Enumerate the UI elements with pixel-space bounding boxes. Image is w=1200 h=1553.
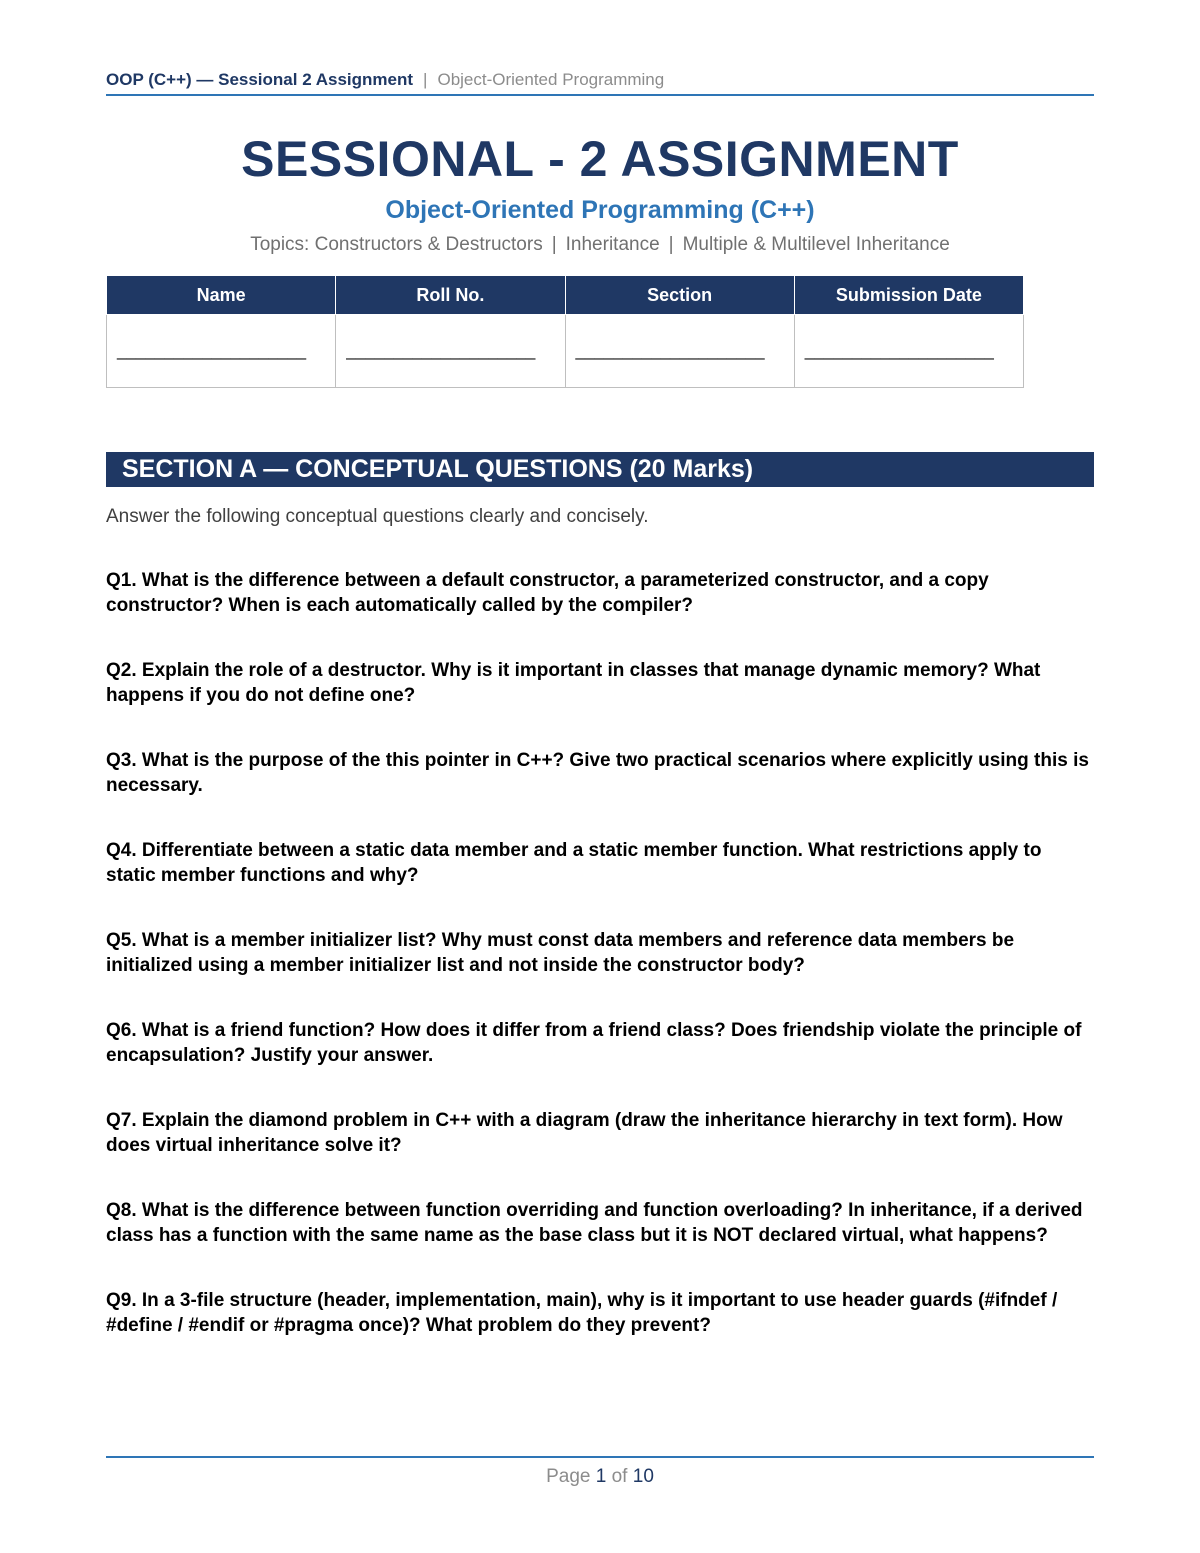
question-item: Q8. What is the difference between function overriding and function overloading? In inheritance, if a derived class has a function with the same name as the base class but it is NOT declared virtual, what happens? xyxy=(106,1200,1083,1246)
header-subject: Object-Oriented Programming xyxy=(437,70,665,89)
name-column-header: Name xyxy=(107,276,336,315)
page-header xyxy=(106,68,1094,96)
section-blank-field: ____________________ xyxy=(565,315,794,388)
submission-date-blank-field: ____________________ xyxy=(794,315,1023,388)
topic-separator: | xyxy=(551,234,557,255)
section-a-heading: SECTION A — CONCEPTUAL QUESTIONS (20 Marks) xyxy=(106,452,1094,487)
current-page-number: 1 xyxy=(595,1466,607,1487)
total-page-count: 10 xyxy=(632,1466,654,1487)
question-item: Q3. What is the purpose of the this pointer in C++? Give two practical scenarios where explicitly using this is necessary. xyxy=(106,750,1089,796)
topic-item: Inheritance xyxy=(565,234,660,255)
student-info-table xyxy=(106,275,1024,388)
question-item: Q1. What is the difference between a default constructor, a parameterized constructor, and a copy constructor? When is each automatically called by the compiler? xyxy=(106,570,989,616)
header-course-title: OOP (C++) — Sessional 2 Assignment xyxy=(106,70,414,89)
question-item: Q4. Differentiate between a static data member and a static member function. What restrictions apply to static member functions and why? xyxy=(106,840,1042,886)
roll-no-blank-field: ____________________ xyxy=(336,315,565,388)
info-table-header-row xyxy=(107,276,1024,315)
topics-line xyxy=(0,232,1200,258)
topic-item: Constructors & Destructors xyxy=(314,234,543,255)
topic-item: Multiple & Multilevel Inheritance xyxy=(682,234,950,255)
topic-separator: | xyxy=(668,234,674,255)
question-item: Q9. In a 3-file structure (header, implementation, main), why is it important to use header guards (#ifndef / #define / #endif or #pragma once)? What problem do they prevent? xyxy=(106,1290,1058,1336)
header-separator: | xyxy=(423,70,428,89)
question-item: Q2. Explain the role of a destructor. Why is it important in classes that manage dynamic memory? What happens if you do not define one? xyxy=(106,660,1041,706)
page-footer xyxy=(106,1456,1094,1490)
question-item: Q7. Explain the diamond problem in C++ with a diagram (draw the inheritance hierarchy in text form). How does virtual inheritance solve it? xyxy=(106,1110,1063,1156)
question-list xyxy=(106,568,1096,1378)
info-table-blank-row xyxy=(107,315,1024,388)
section-column-header: Section xyxy=(565,276,794,315)
submission-date-column-header: Submission Date xyxy=(794,276,1023,315)
section-a-intro: Answer the following conceptual questions clearly and concisely. xyxy=(106,506,649,527)
topics-prefix: Topics: xyxy=(250,234,310,255)
question-item: Q6. What is a friend function? How does it differ from a friend class? Does friendship violate the principle of encapsulation? Justify your answer. xyxy=(106,1020,1082,1066)
document-title: SESSIONAL - 2 ASSIGNMENT xyxy=(241,131,959,187)
name-blank-field: ____________________ xyxy=(107,315,336,388)
page-label: Page xyxy=(546,1466,591,1487)
roll-no-column-header: Roll No. xyxy=(336,276,565,315)
document-subtitle: Object-Oriented Programming (C++) xyxy=(385,196,815,224)
of-label: of xyxy=(611,1466,628,1487)
question-item: Q5. What is a member initializer list? Why must const data members and reference data members be initialized using a member initializer list and not inside the constructor body? xyxy=(106,930,1015,976)
